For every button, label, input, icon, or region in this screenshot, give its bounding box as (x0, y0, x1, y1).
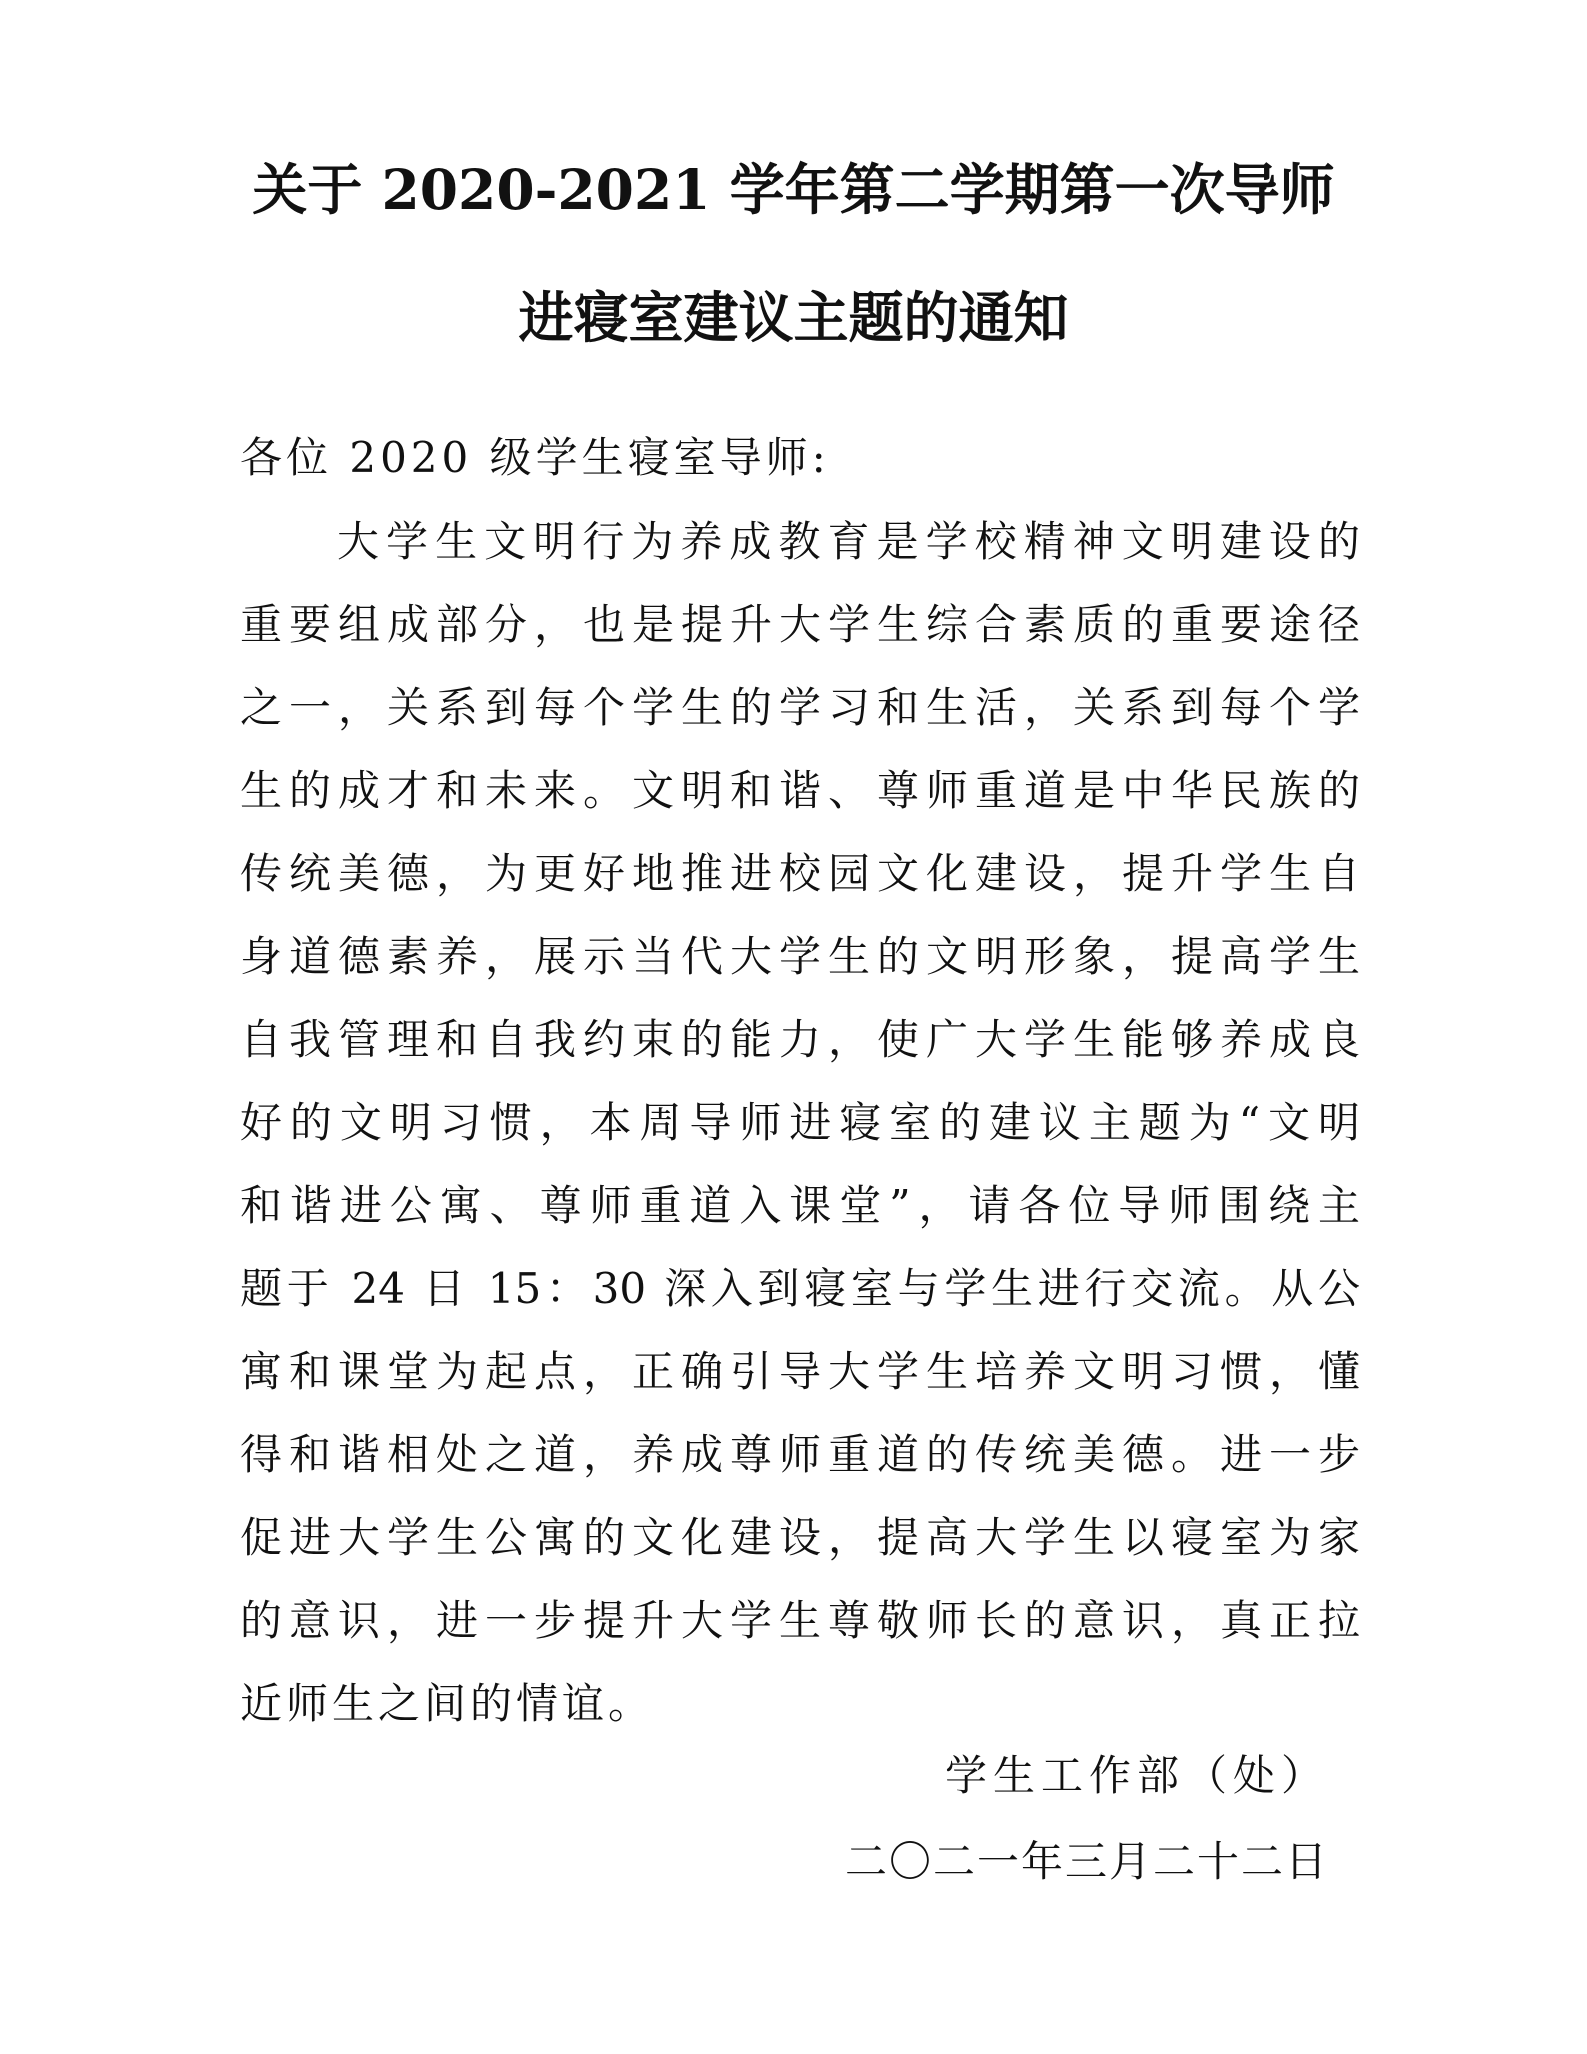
body-line: 之一，关系到每个学生的学习和生活，关系到每个学 (240, 683, 1360, 732)
body-line: 的意识，进一步提升大学生尊敬师长的意识，真正拉 (240, 1596, 1360, 1645)
body-line: 促进大学生公寓的文化建设，提高大学生以寝室为家 (240, 1513, 1360, 1562)
body-line: 好的文明习惯，本周导师进寝室的建议主题为“文明 (240, 1098, 1360, 1147)
body-line: 大学生文明行为养成教育是学校精神文明建设的 (337, 517, 1360, 566)
body-line: 生的成才和未来。文明和谐、尊师重道是中华民族的 (240, 766, 1360, 815)
body-line: 题于 24 日 15：30 深入到寝室与学生进行交流。从公 (240, 1264, 1360, 1313)
body-line: 重要组成部分，也是提升大学生综合素质的重要途径 (240, 600, 1360, 649)
body-line: 得和谐相处之道，养成尊师重道的传统美德。进一步 (240, 1430, 1360, 1479)
body-line: 寓和课堂为起点，正确引导大学生培养文明习惯，懂 (240, 1347, 1360, 1396)
body-line: 身道德素养，展示当代大学生的文明形象，提高学生 (240, 932, 1360, 981)
issuer-signature: 学生工作部（处） (944, 1751, 1329, 1800)
salutation: 各位 2020 级学生寝室导师: (240, 433, 830, 482)
notice-body (240, 512, 1360, 1757)
body-line: 自我管理和自我约束的能力，使广大学生能够养成良 (240, 1015, 1360, 1064)
body-line: 和谐进公寓、尊师重道入课堂”，请各位导师围绕主 (240, 1181, 1360, 1230)
issue-date: 二〇二一年三月二十二日 (844, 1837, 1329, 1886)
body-line: 传统美德，为更好地推进校园文化建设，提升学生自 (240, 849, 1360, 898)
body-line: 近师生之间的情谊。 (240, 1679, 655, 1728)
document-title-line-2: 进寝室建议主题的通知 (518, 285, 1069, 350)
document-title-line-1: 关于 2020-2021 学年第二学期第一次导师 (252, 157, 1335, 222)
